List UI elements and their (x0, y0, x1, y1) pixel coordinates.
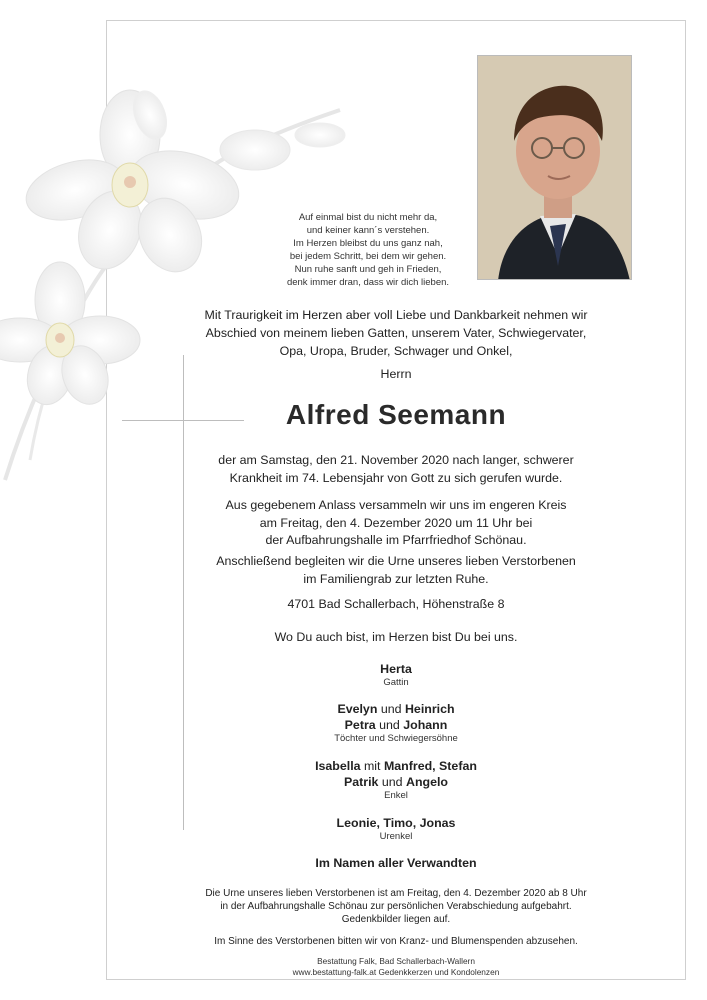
deceased-name: Alfred Seemann (285, 399, 507, 430)
family-grandchildren (106, 758, 686, 802)
family-great-grandchildren (106, 815, 686, 843)
family-children (106, 701, 686, 745)
children-role: Töchter und Schwiegersöhne (334, 733, 458, 744)
portrait-photo (477, 55, 632, 280)
great-grandchildren-role: Urenkel (379, 831, 413, 842)
great-grandchildren-names: Leonie, Timo, Jonas (336, 816, 456, 830)
child-name: Johann (403, 718, 448, 732)
urn-notice-line: in der Aufbahrungshalle Schönau zur persönlichen Verabschiedung aufgebahrt. (220, 901, 572, 912)
poem-line: bei jedem Schritt, bei dem wir gehen. (289, 251, 447, 262)
urn-notice-line: Die Urne unseres lieben Verstorbenen ist am Freitag, den 4. Dezember 2020 ab 8 Uhr (205, 888, 587, 899)
poem-line: Nun ruhe sanft und geh in Frieden, (294, 264, 442, 275)
poem-line: Auf einmal bist du nicht mehr da, (298, 212, 438, 223)
poem (268, 211, 468, 289)
child-name: Evelyn (337, 702, 378, 716)
grandchild-name: Patrik (343, 775, 379, 789)
footer (106, 956, 686, 978)
poem-line: denk immer dran, dass wir dich lieben. (286, 277, 450, 288)
conjunction: und (381, 775, 403, 789)
grandchildren-role: Enkel (384, 790, 408, 801)
grandchild-name: Manfred, Stefan (383, 759, 477, 773)
death-notice-line: Krankheit im 74. Lebensjahr von Gott zu sich gerufen wurde. (229, 471, 563, 485)
death-notice-line: der am Samstag, den 21. November 2020 nach langer, schwerer (218, 453, 574, 467)
grandchild-name: Isabella (315, 759, 361, 773)
conjunction: und (379, 718, 400, 732)
salutation: Herrn (380, 367, 412, 381)
conjunction: und (380, 702, 402, 716)
gathering-line: am Freitag, den 4. Dezember 2020 um 11 Uhr bei (259, 515, 533, 530)
death-notice (106, 451, 686, 487)
address: 4701 Bad Schallerbach, Höhenstraße 8 (287, 597, 505, 611)
intro-paragraph (106, 306, 686, 360)
gathering-paragraph (106, 497, 686, 550)
conjunction: mit (363, 759, 381, 773)
motto: Wo Du auch bist, im Herzen bist Du bei uns. (274, 630, 518, 644)
poem-line: und keiner kann´s verstehen. (306, 225, 430, 236)
family-spouse (106, 661, 686, 689)
intro-line: Opa, Uropa, Bruder, Schwager und Onkel, (279, 344, 513, 358)
urn-notice (106, 887, 686, 926)
footer-line: Bestattung Falk, Bad Schallerbach-Wallern (317, 956, 475, 966)
gathering-line: der Aufbahrungshalle im Pfarrfriedhof Schönau. (265, 533, 527, 547)
urn-notice-line: Gedenkbilder liegen auf. (341, 914, 451, 925)
grandchild-name: Angelo (406, 775, 449, 789)
burial-paragraph (106, 552, 686, 588)
intro-line: Abschied von meinem lieben Gatten, unserem Vater, Schwiegervater, (205, 326, 587, 340)
footer-line: www.bestattung-falk.at Gedenkkerzen und Kondolenzen (292, 967, 500, 977)
flowers-notice: Im Sinne des Verstorbenen bitten wir von Kranz- und Blumenspenden abzusehen. (214, 936, 578, 947)
intro-line: Mit Traurigkeit im Herzen aber voll Liebe und Dankbarkeit nehmen wir (204, 308, 588, 322)
burial-line: Anschließend begleiten wir die Urne unseres lieben Verstorbenen (216, 554, 576, 568)
gathering-line: Aus gegebenem Anlass versammeln wir uns im engeren Kreis (225, 498, 567, 512)
spouse-role: Gattin (383, 677, 409, 688)
poem-line: Im Herzen bleibst du uns ganz nah, (293, 238, 443, 249)
child-name: Heinrich (404, 702, 455, 716)
spouse-name: Herta (380, 662, 412, 676)
burial-line: im Familiengrab zur letzten Ruhe. (303, 572, 489, 586)
child-name: Petra (344, 718, 376, 732)
on-behalf: Im Namen aller Verwandten (315, 856, 477, 870)
